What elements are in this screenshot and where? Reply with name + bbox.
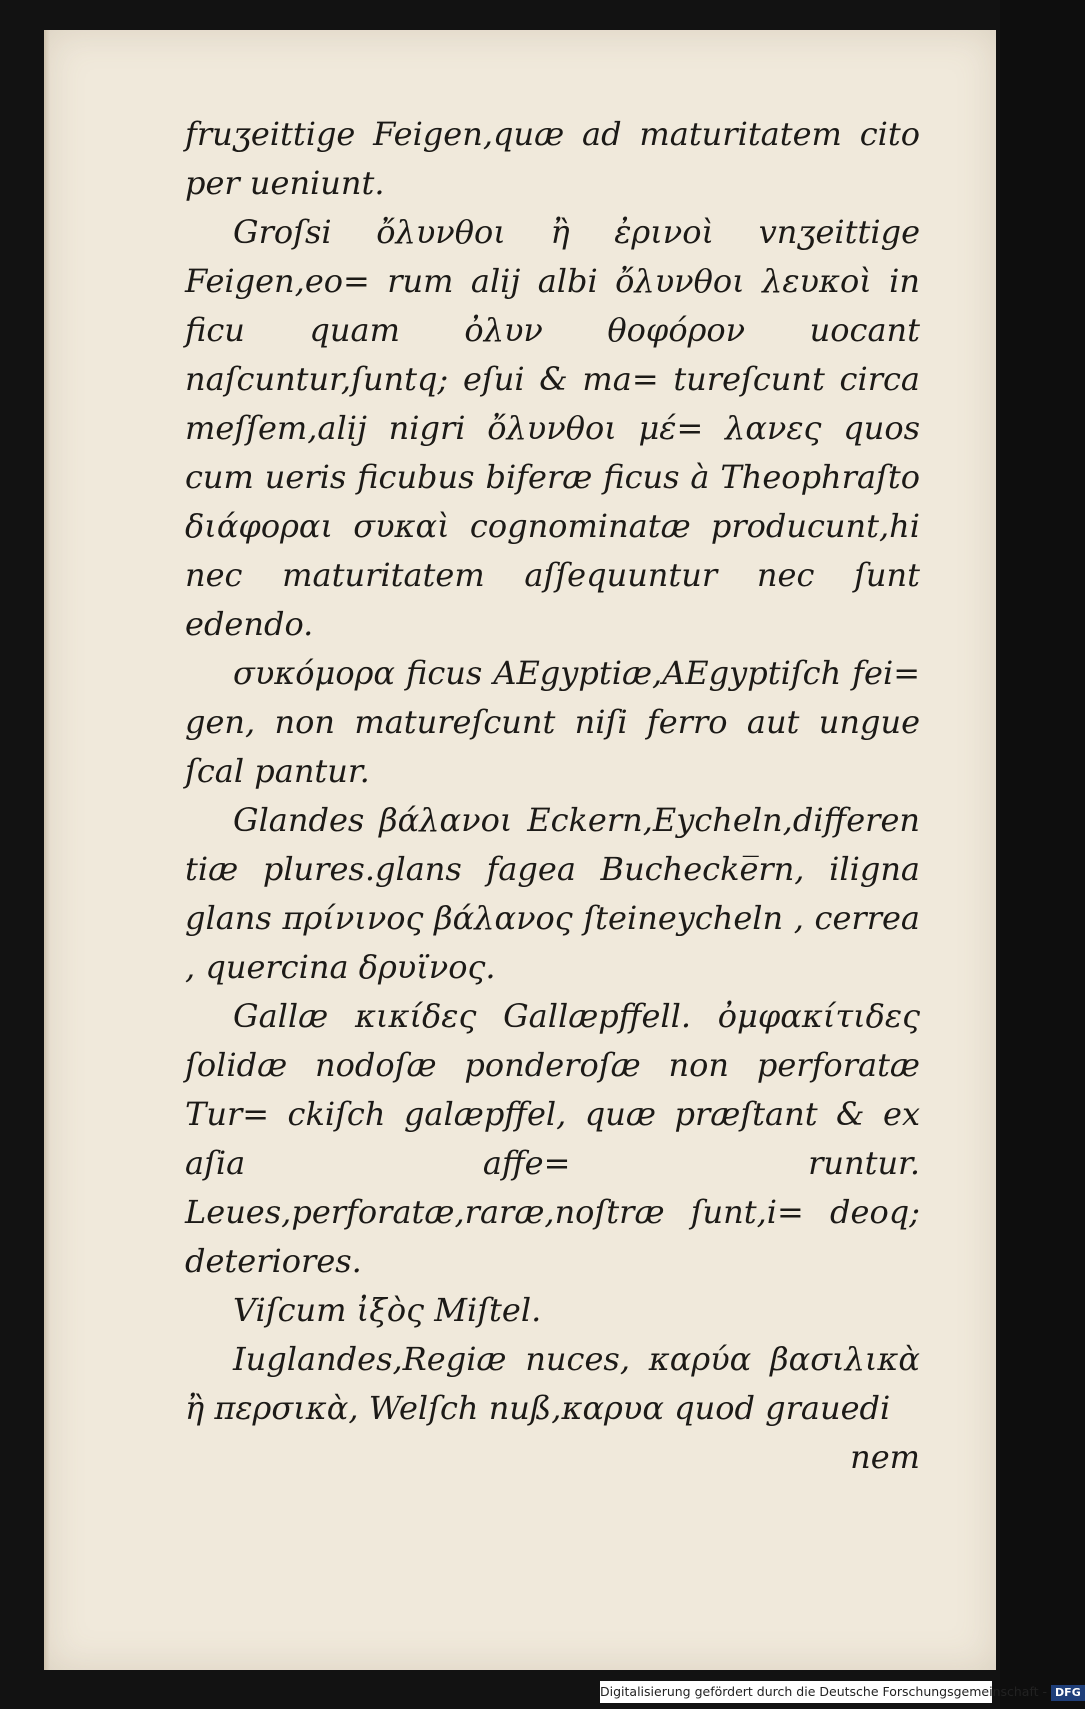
catchword: nem [850,1438,920,1476]
page-edge-shadow [44,30,50,1670]
paragraph-6: Viſcum ἰξὸς Miſtel. [233,1291,542,1329]
page-text [185,110,920,1482]
digitization-credit [600,1681,1081,1703]
paragraph-3: συκόμορα ficus AEgyptiæ,AEgyptiſch fei= gen, non matureſcunt niſi ferro aut ungue ſcal pantur. [185,654,920,790]
paragraph-5: Gallæ κικίδες Gallæpffell. ὀμφακίτιδες ſolidæ nodoſæ ponderoſæ non perforatæ Tur= ckiſch galæpffel, quæ præſtant & ex aſia affe= runtur. Leues,perforatæ,raræ,noſtræ ſunt,i= deoq; deteriores. [185,997,920,1280]
paragraph-2: Groſsi ὄλυνθοι ἢ ἐρινοὶ vnʒeittige Feigen,eo= rum alij albi ὄλυνθοι λευκοὶ in ficu quam ὀλυν θοφόρον uocant naſcuntur,ſuntq; eſui & ma= tureſcunt circa meſſem,alij nigri ὄλυνθοι μέ= λανες quos cum ueris ficubus biferæ ficus à Theophraſto διάφοραι συκαὶ cognominatæ producunt,hi nec maturitatem aſſequuntur nec ſunt edendo. [185,213,920,643]
paragraph-4: Glandes βάλανοι Eckern,Eycheln,differen tiæ plures.glans fagea Buchecke̅rn, iligna glans πρίνινος βάλανος ſteineycheln , cerrea , quercina δρυϊνος. [185,801,920,986]
dfg-logo: DFG [1051,1685,1085,1701]
paragraph-7: Iuglandes,Regiæ nuces, καρύα βασιλικὰ ἢ περσικὰ, Welſch nuß,καρυα quod grauedi [185,1340,920,1427]
credit-text: Digitalisierung gefördert durch die Deutsche Forschungsgemeinschaft - [600,1684,1048,1699]
paragraph-1: fruʒeittige Feigen,quæ ad maturitatem cito per ueniunt. [185,115,920,202]
